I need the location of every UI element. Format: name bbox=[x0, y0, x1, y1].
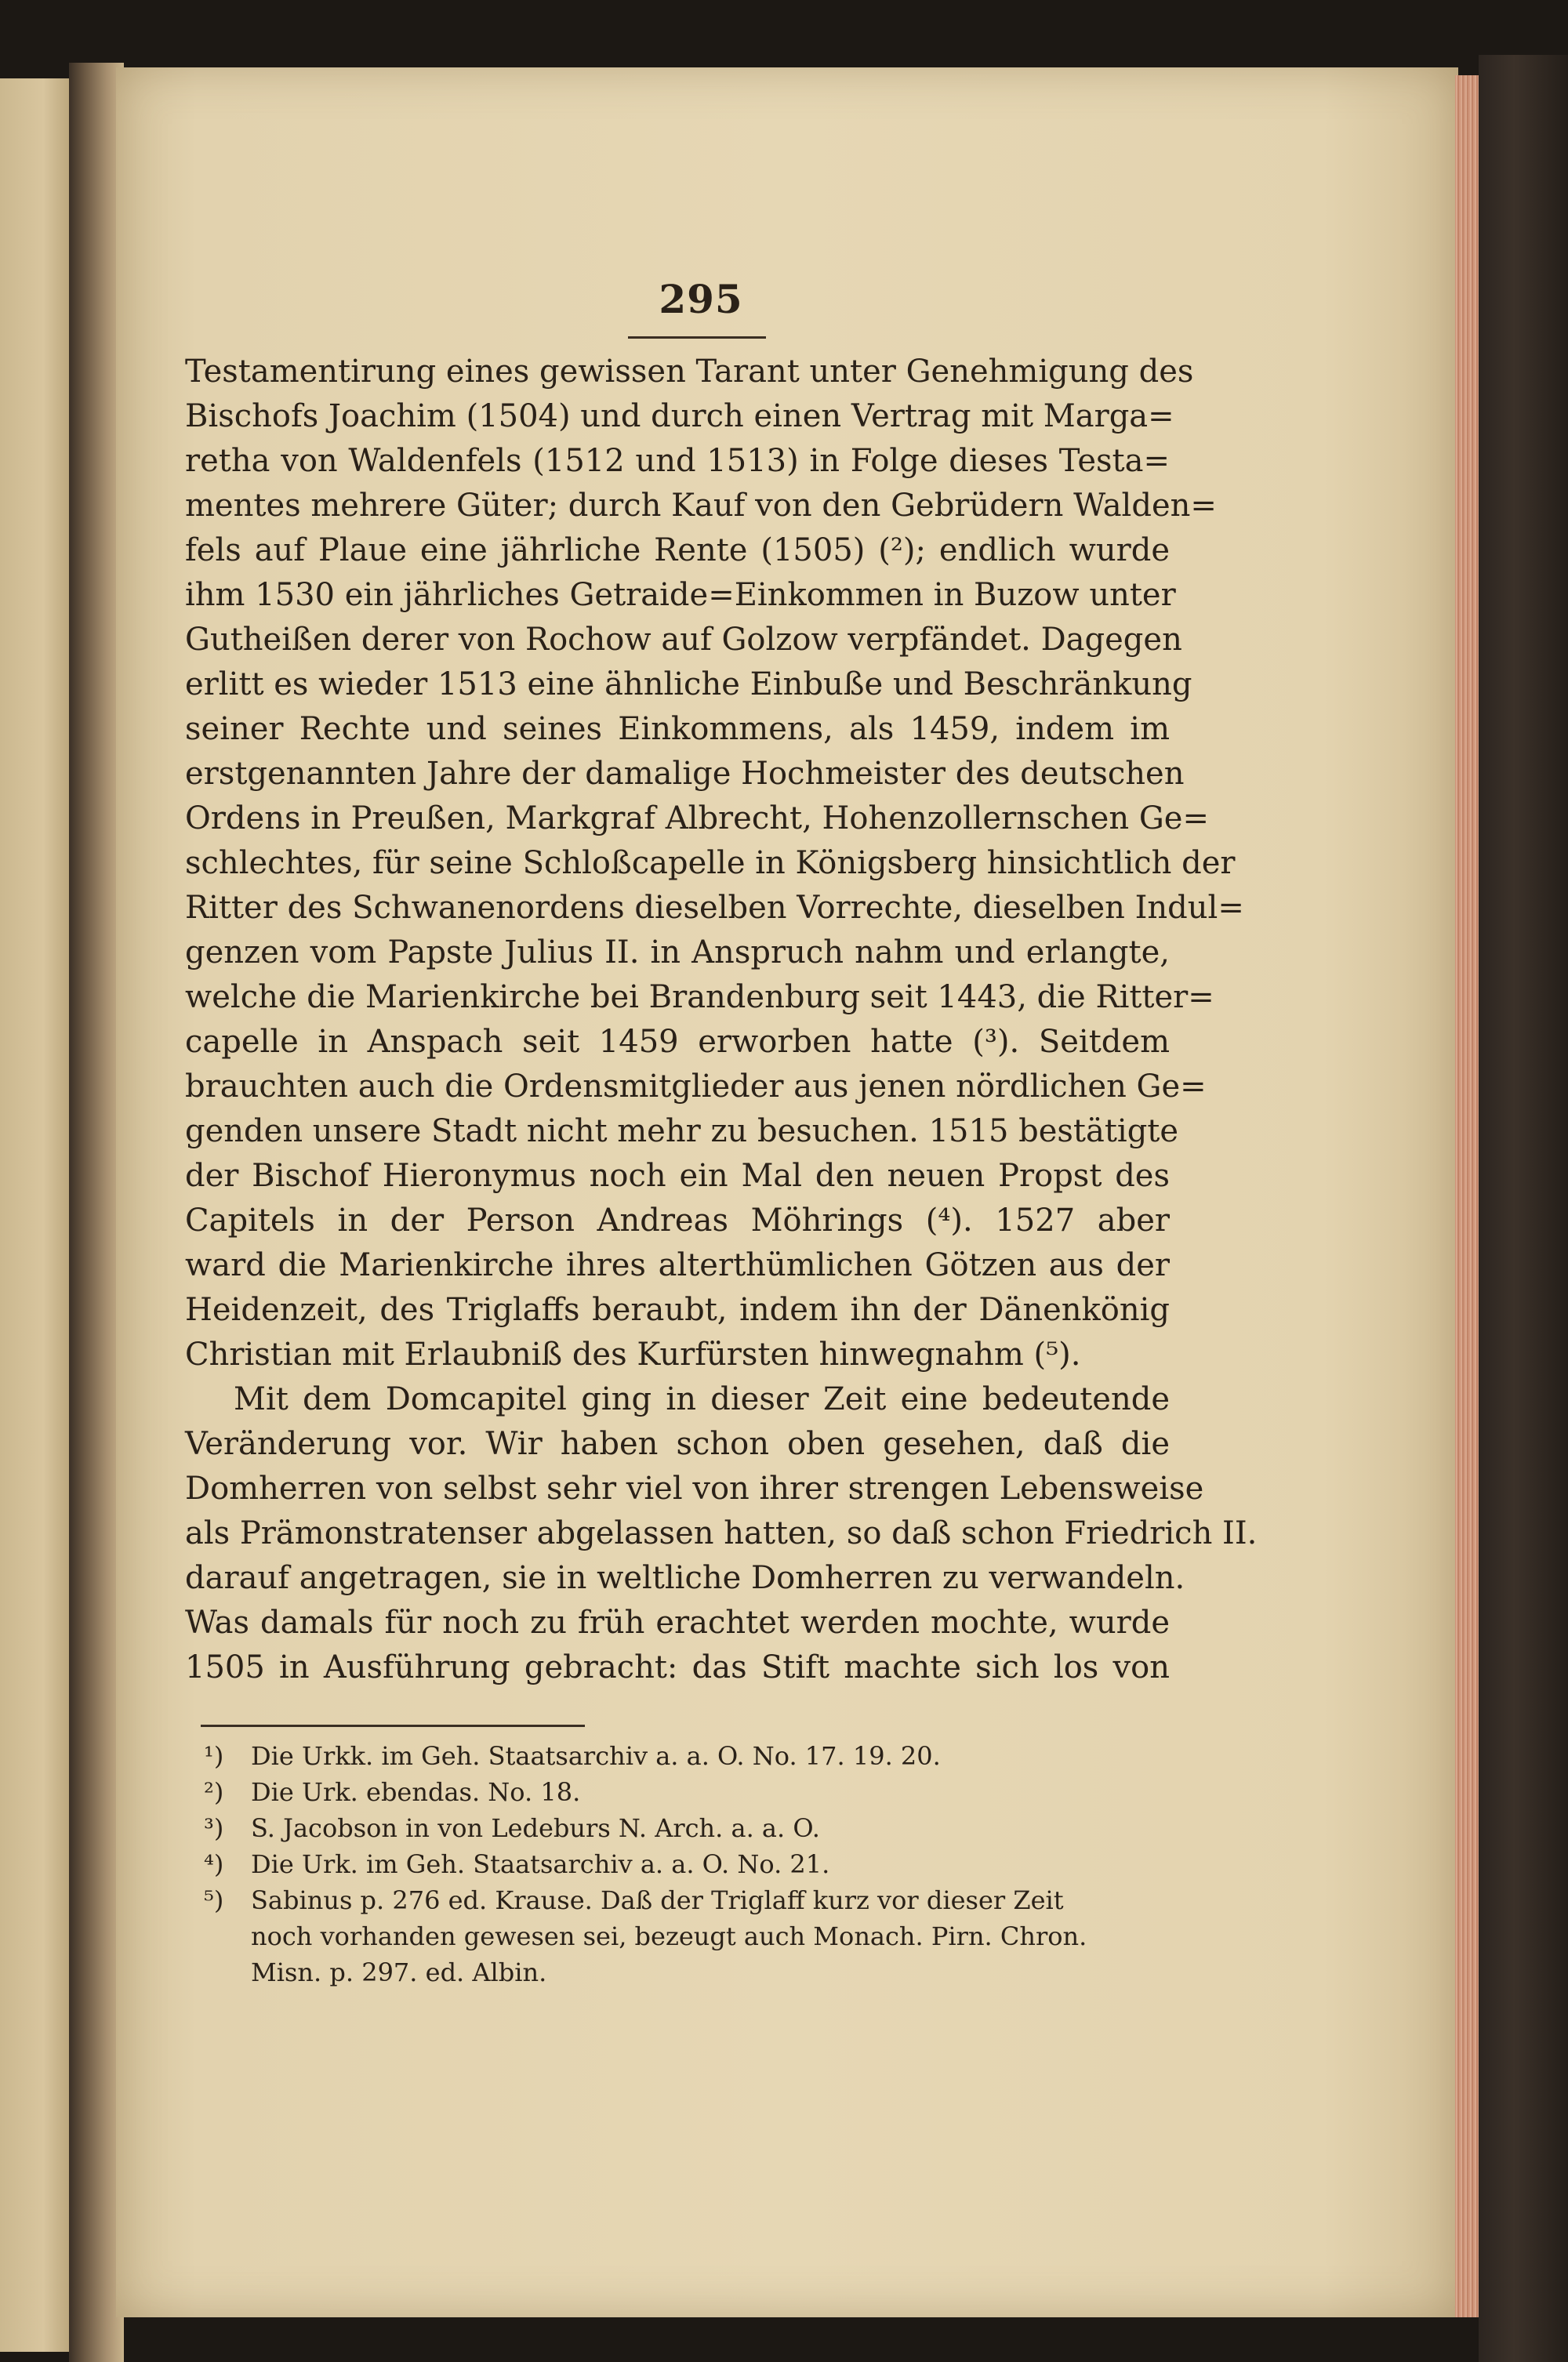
text-line: Bischofs Joachim (1504) und durch einen Vertrag mit Marga= bbox=[185, 398, 1174, 434]
footnote-text: S. Jacobson in von Ledeburs N. Arch. a. a. O. bbox=[251, 1813, 820, 1843]
page-text bbox=[185, 276, 1258, 1990]
page-edges bbox=[1455, 75, 1480, 2317]
text-line: 1505 in Ausführung gebracht: das Stift machte sich los von bbox=[185, 1649, 1170, 1685]
text-line: genden unsere Stadt nicht mehr zu besuchen. 1515 bestätigte bbox=[185, 1113, 1179, 1149]
text-line: Christian mit Erlaubniß des Kurfürsten hinwegnahm (⁵). bbox=[185, 1337, 1081, 1373]
header-rule bbox=[628, 336, 766, 339]
paragraph-1 bbox=[185, 350, 1244, 1377]
book-cover bbox=[1479, 55, 1568, 2362]
text-line: brauchten auch die Ordensmitglieder aus jenen nördlichen Ge= bbox=[185, 1069, 1207, 1105]
text-line: Capitels in der Person Andreas Möhrings (⁴). 1527 aber bbox=[185, 1203, 1170, 1239]
footnote-mark: ⁵) bbox=[204, 1885, 224, 1915]
text-line: Was damals für noch zu früh erachtet werden mochte, wurde bbox=[185, 1605, 1170, 1641]
text-line: schlechtes, für seine Schloßcapelle in Königsberg hinsichtlich der bbox=[185, 845, 1236, 881]
text-line: Testamentirung eines gewissen Tarant unter Genehmigung des bbox=[185, 354, 1194, 390]
text-line: erstgenannten Jahre der damalige Hochmeister des deutschen bbox=[185, 756, 1185, 792]
footnote-rule bbox=[201, 1725, 585, 1727]
footnote-text: Sabinus p. 276 ed. Krause. Daß der Triglaff kurz vor dieser Zeit bbox=[251, 1885, 1064, 1915]
footnote-continuation: Misn. p. 297. ed. Albin. bbox=[251, 1957, 547, 1987]
footnote-mark: ⁴) bbox=[204, 1849, 224, 1879]
footnote bbox=[185, 1846, 1170, 1882]
text-line: seiner Rechte und seines Einkommens, als 1459, indem im bbox=[185, 711, 1170, 747]
footnote bbox=[185, 1810, 1170, 1846]
text-line: ihm 1530 ein jährliches Getraide=Einkommen in Buzow unter bbox=[185, 577, 1176, 613]
text-line: Domherren von selbst sehr viel von ihrer strengen Lebensweise bbox=[185, 1471, 1204, 1507]
text-line: Mit dem Domcapitel ging in dieser Zeit eine bedeutende bbox=[234, 1381, 1170, 1417]
paragraph-2 bbox=[185, 1377, 1258, 1690]
footnote-text: Die Urk. im Geh. Staatsarchiv a. a. O. No. 21. bbox=[251, 1849, 830, 1879]
text-line: Ordens in Preußen, Markgraf Albrecht, Hohenzollernschen Ge= bbox=[185, 800, 1209, 836]
footnote bbox=[185, 1774, 1170, 1810]
text-line: capelle in Anspach seit 1459 erworben hatte (³). Seitdem bbox=[185, 1024, 1170, 1060]
text-line: der Bischof Hieronymus noch ein Mal den neuen Propst des bbox=[185, 1158, 1170, 1194]
footnote-text: Die Urk. ebendas. No. 18. bbox=[251, 1777, 581, 1807]
text-line: Heidenzeit, des Triglaffs beraubt, indem ihn der Dänenkönig bbox=[185, 1292, 1170, 1328]
text-line: welche die Marienkirche bei Brandenburg seit 1443, die Ritter= bbox=[185, 979, 1214, 1015]
previous-page-edge bbox=[0, 78, 72, 2352]
text-line: genzen vom Papste Julius II. in Anspruch nahm und erlangte, bbox=[185, 934, 1170, 971]
footnote bbox=[185, 1882, 1170, 1918]
text-line: retha von Waldenfels (1512 und 1513) in Folge dieses Testa= bbox=[185, 443, 1170, 479]
footnote-mark: ³) bbox=[204, 1813, 224, 1843]
text-line: Veränderung vor. Wir haben schon oben gesehen, daß die bbox=[185, 1426, 1170, 1462]
footnote-mark: ²) bbox=[204, 1777, 224, 1807]
text-line: Ritter des Schwanenordens dieselben Vorrechte, dieselben Indul= bbox=[185, 890, 1244, 926]
footnote-continuation: noch vorhanden gewesen sei, bezeugt auch Monach. Pirn. Chron. bbox=[251, 1921, 1087, 1951]
footnote bbox=[185, 1738, 1170, 1774]
text-line: fels auf Plaue eine jährliche Rente (1505) (²); endlich wurde bbox=[185, 532, 1170, 568]
text-line: ward die Marienkirche ihres alterthümlichen Götzen aus der bbox=[185, 1247, 1170, 1283]
page-number: 295 bbox=[659, 276, 743, 322]
text-line: als Prämonstratenser abgelassen hatten, so daß schon Friedrich II. bbox=[185, 1515, 1258, 1551]
text-line: Gutheißen derer von Rochow auf Golzow verpfändet. Dagegen bbox=[185, 622, 1182, 658]
text-line: erlitt es wieder 1513 eine ähnliche Einbuße und Beschränkung bbox=[185, 666, 1192, 702]
text-line: darauf angetragen, sie in weltliche Domherren zu verwandeln. bbox=[185, 1560, 1185, 1596]
footnote-mark: ¹) bbox=[204, 1741, 224, 1771]
text-line: mentes mehrere Güter; durch Kauf von den Gebrüdern Walden= bbox=[185, 488, 1217, 524]
footnotes bbox=[185, 1738, 1170, 1990]
footnote-text: Die Urkk. im Geh. Staatsarchiv a. a. O. No. 17. 19. 20. bbox=[251, 1741, 941, 1771]
